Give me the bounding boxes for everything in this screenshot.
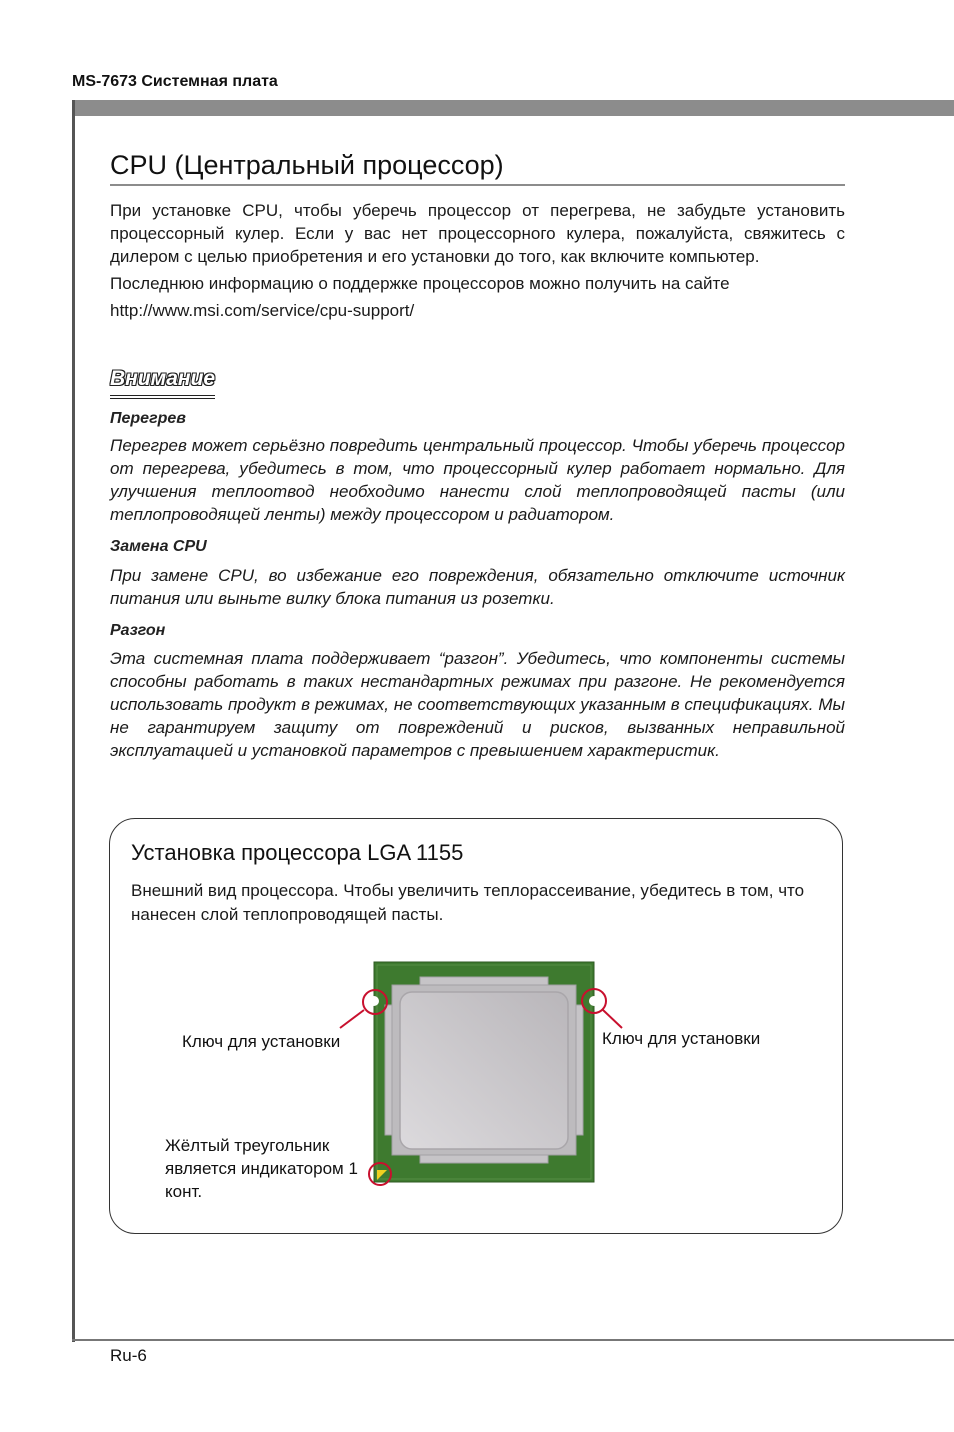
intro-paragraph-2: Последнюю информацию о поддержке процессоров можно получить на сайте: [110, 274, 730, 293]
install-box-title: Установка процессора LGA 1155: [131, 840, 464, 865]
cpu-heat-spreader: [400, 992, 568, 1149]
label-key-right: Ключ для установки: [602, 1029, 761, 1048]
header-title: MS-7673 Системная плата: [72, 73, 278, 90]
left-rule: [72, 100, 75, 1342]
install-box-text: Внешний вид процессора. Чтобы увеличить теплорассеивание, убедитесь в том, что нанесен слой теплопроводящей пасты.: [131, 881, 805, 924]
attention-title: Внимание: [110, 367, 215, 399]
page-number: Ru-6: [110, 1346, 147, 1365]
notch-right-icon: [589, 996, 599, 1006]
warning-text-overheat: Перегрев может серьёзно повредить центральный процессор. Чтобы уберечь процессор от перегрева, убедитесь в том, что процессорный кулер работает нормально. Для улучшения теплоотвод необходимо нанести слой теплопроводящей пасты (или теплопроводящей ленты) между процессором и радиатором.: [110, 436, 845, 524]
header-bar: [72, 100, 954, 116]
footer-rule: [72, 1339, 954, 1341]
cpu-illustration: [330, 955, 630, 1195]
section-title: CPU (Центральный процессор): [110, 150, 845, 186]
intro-text: [110, 199, 845, 326]
label-pin1-triangle: Жёлтый треугольник является индикатором 1 конт.: [165, 1136, 358, 1201]
warning-heading-cpu-replace: Замена CPU: [110, 538, 207, 555]
notch-left-icon: [369, 996, 379, 1006]
warning-heading-overheat: Перегрев: [110, 410, 186, 427]
warning-heading-overclock: Разгон: [110, 622, 166, 639]
intro-paragraph-1: При установке CPU, чтобы уберечь процессор от перегрева, не забудьте установить процессорный кулер. Если у вас нет процессорного кулера, пожалуйста, свяжитесь с дилером с целью приобретения и его установки до того, как включите компьютер.: [110, 201, 845, 266]
warning-text-overclock: Эта системная плата поддерживает “разгон”. Убедитесь, что компоненты системы способны работать в таких нестандартных режимах при разгоне. Не рекомендуется использовать продукт в режимах, не соответствующих указанным в спецификациях. Мы не гарантируем защиту от повреждений и рисков, вызванных неправильной эксплуатацией и установкой параметров с превышением характеристик.: [110, 649, 845, 760]
warning-text-cpu-replace: При замене CPU, во избежание его повреждения, обязательно отключите источник питания или выньте вилку блока питания из розетки.: [110, 566, 845, 608]
support-url[interactable]: http://www.msi.com/service/cpu-support/: [110, 301, 415, 320]
label-key-left: Ключ для установки: [182, 1032, 341, 1051]
